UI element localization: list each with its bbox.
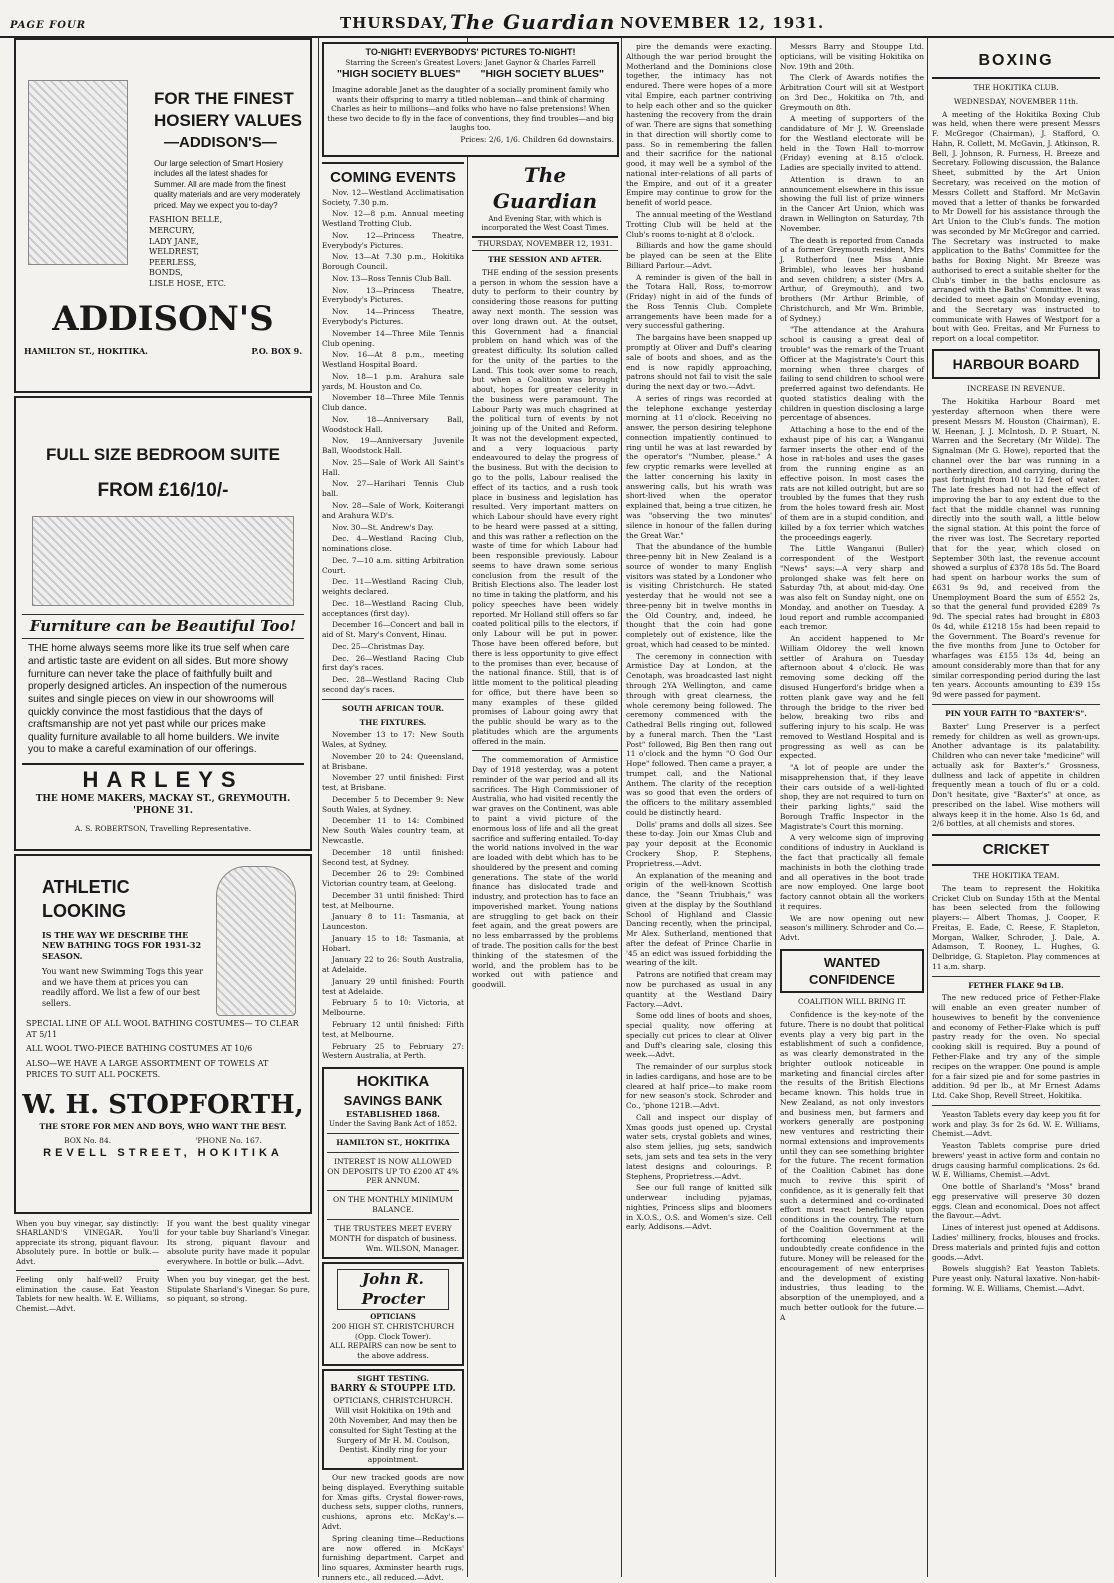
event-item: November 14—Three Mile Tennis Club opening. [322,328,464,348]
cricket-title: CRICKET [932,834,1100,866]
boxing-sub: THE HOKITIKA CLUB. [973,83,1059,93]
event-item: Nov. 19—Anniversary Juvenile Ball, Woodstock Hall. [322,436,464,456]
procter-repairs: ALL REPAIRS can now be sent to the above address. [329,1341,457,1361]
stopforth-phone: 'PHONE No. 167. [195,1136,262,1146]
stopforth-intro: IS THE WAY WE DESCRIBE THE NEW BATHING TOGS FOR 1931-32 SEASON. [42,929,202,961]
brand-item: LISLE HOSE, ETC. [149,278,227,288]
column-4-notices [626,42,772,1232]
brand-item: MERCURY, [149,225,195,235]
notice-paragraph: The ceremony in connection with Armistice Day at London, at the Cenotaph, was broadcasted last night through 2YA Wellington, and came through with great clearness, the whole ceremony being followed. The ceremony commenced with the Cathedral Bells ringing out, followed by a funeral march. Then the "Last Post" followed, Big Ben then rang out 11 o'clock and the hymn "O God Our Hope" followed. Then came a prayer, a trumpet call, and the National Anthem. The clarity of the reception was so good that even the orders of the officers to the military assembled could be distinctly heard. [626,651,772,817]
fixture-item: January 22 to 26: South Australia, at Adelaide. [322,955,464,975]
fixture-item: December 18 until finished: Second test, at Sydney. [322,847,464,867]
notice-paragraph: Lines of interest just opened at Addisons. Ladies' millinery, frocks, blouses and frocks. Dress materials and printed fujis and cotton goods.—Advt. [932,1223,1100,1262]
procter-opp: (Opp. Clock Tower). [355,1331,431,1341]
notice-paragraph: Attention is drawn to an announcement elsewhere in this issue showing the full list of prize winners in the Cancer Art Union, which was drawn in Wellington on Saturday, 7th November. [780,174,924,233]
masthead-date: NOVEMBER 12, 1931. [620,14,825,32]
harleys-representative: A. S. ROBERTSON, Travelling Representative. [74,823,252,833]
notice-paragraph: Yeaston Tablets every day keep you fit for work and play. 3s for 2s 6d. W. E. Williams, Chemist.—Advt. [932,1109,1100,1139]
notice-paragraph: The remainder of our surplus stock in ladies cardigans, and hose are to be cleared at half price—to make room for new season's stock. Schroder and Co., 'phone 121B.—Advt. [626,1062,772,1111]
pictures-body: Imagine adorable Janet as the daughter of a socially prominent family who wants their offspring to marry a titled nobleman—and think of charming Charles as heir to millions—and folks who have no false pretensions! When these two decide to fly in the face of conventions, they find troubles—and big laughs too. [327,84,614,133]
fixture-item: February 12 until finished: Fifth test, at Melbourne. [322,1019,464,1039]
event-item: Dec. 28—Westland Racing Club second day's races. [322,675,464,695]
event-item: Nov. 30—St. Andrew's Day. [332,522,434,532]
brand-item: FASHION BELLE, [149,215,223,225]
cricket-body: The team to represent the Hokitika Cricket Club on Sunday 15th at the Mental has been selected from the following players:— Albert Thomas, J. Cooper, F. Freitas, E. Eade, C. Reese, F. Stapleton, Morgan, Walker, Schroder, J. Dale, A. Adamson, T. Rooney, L. Hughes, G. Delbridge, G. Stapleton. Play commences at 11 a.m. sharp. [932,883,1100,971]
notice-paragraph: A series of rings was recorded at the telephone exchange yesterday morning at 11 o'clock. Receiving no answer, the person desiring telephone connection impatiently continued to ring until he was at last rewarded by the operator's "Number, please." A few cryptic remarks were levelled at the latter concerning his laxity in answering calls, but his wrath was short-lived when the operator explained that, being a true citizen, he was "observing the two minutes' silence in honour of the fallen during the Great War." [626,393,772,540]
newspaper-title: The Guardian [450,10,616,34]
event-item: November 18—Three Mile Tennis Club dance. [322,393,464,413]
event-item: Nov. 28—Sale of Work, Koiterangi and Arahura W.D's. [322,501,464,520]
confidence-sub: COALITION WILL BRING IT. [797,997,907,1007]
notice-paragraph: See our full range of knitted silk underwear including pyjamas, nighties, Princess slips and bloomers in X.O.S., O.S. and Women's size. Cell early, Addisons.—Advt. [626,1183,772,1232]
fether-body: The new reduced price of Fether-Flake will enable an even greater number of housewives to benefit by the convenience and economy of Fether-Flake which is puff pastry ready for the oven. No special cooking skill is required. Buy a pound of Fether-Flake and try any of the simple recipes on the wrapper. One pound is ample for a fair sized pie and for some pastries in addition. 9d per lb., at Mr Ernest Adams Ltd. Cake Shop, Revell Street, Hokitika. [932,993,1100,1101]
notice-paragraph: Spring cleaning time—Reductions are now offered in McKays' furnishing department. Carpet and lino squares, Axminster hearth rugs, runners etc., all reduced.—Advt. [322,1533,464,1582]
notice-paragraph: "The attendance at the Arahura school is causing a great deal of trouble" was the remark of the Truant Officer at the Magistrate's Court this morning when three charges of failing to send children to school were preferred against two defendants. He quoted statistics dealing with the children in question disclosing a large percentage of absences. [780,325,924,423]
barry-sight: SIGHT TESTING. [356,1374,429,1384]
column-5-notices [780,42,924,943]
fixture-item: December 11 to 14: Combined New South Wales country team, at Newcastle. [322,816,464,845]
pictures-stars: Starring the Screen's Greatest Lovers: Janet Gaynor & Charles Farrell [345,58,596,67]
stopforth-headline-2: LOOKING [42,900,126,921]
tour-title: SOUTH AFRICAN TOUR. [342,703,444,713]
pictures-ad [322,42,619,157]
bather-illustration [216,866,296,1016]
event-item: Nov. 12—Westland Acclimatisation Society, 7.30 p.m. [322,187,464,207]
bank-manager: Wm. WILSON, Manager. [365,1243,459,1253]
harleys-price: FROM £16/10/- [97,480,229,502]
leader-headline: THE SESSION AND AFTER. [488,255,602,265]
procter-logo: John R. Procter [337,1269,449,1311]
fether-title: FETHER FLAKE 9d LB. [968,980,1064,990]
masthead [0,0,1114,38]
fixture-item: January 15 to 18: Tasmania, at Hobart. [322,933,464,953]
leader-sub: And Evening Star, with which is incorporated the West Coast Times. [481,214,609,233]
notice-paragraph: Some odd lines of boots and shoes, special quality, now offering at specially cut prices to clear at Oliver and Duff's clearing sale, closing this week.—Advt. [626,1011,772,1060]
boxing-title: BOXING [932,44,1100,79]
column-leader [472,38,618,1577]
event-item: Dec. 26—Westland Racing Club first day's races. [322,653,464,673]
harbour-title: HARBOUR BOARD [932,349,1100,379]
brand-item: BONDS, [149,268,183,278]
column-5 [780,38,924,1577]
notice-paragraph: Dolls' prams and dolls all sizes. See these to-day. Join our Xmas Club and pay your deposit at the Economic Crockery Shop, P. Stephens, Proprietress.—Advt. [626,819,772,868]
notice-paragraph: pire the demands were exacting. Although the war period brought the Motherland and the Dominions close together, the intimacy has not endured. There were hopes of a more vital Empire, each partner contriving to help each other and so the quicker hastening the recovery from the drain of war. There are signs that something in that direction will shortly come to pass. So in remembering the fallen and their sacrifice for the national good, it may well be a symbol of the national inter-relations of all parts of the Empire, and out of it a greater Empire may continue to grow for the benefit of world peace. [626,42,772,208]
notice-paragraph: The death is reported from Canada of a former Greymouth resident, Mrs J. Rutherford (nee Miss Annie Brimble), who leaves her husband and seven children; a sister (Mrs A. Arthur, of Greymouth), and two brothers (Mr Arthur Brimble, of Christchurch, and Mr Wm. Brimble, of Sydney.) [780,235,924,323]
fixture-item: December 26 to 29: Combined Victorian country team, at Geelong. [322,869,464,889]
notice-paragraph: An explanation of the meaning and origin of the well-known Scottish dance, the "Seann Triubhais," was given at the display by the Southland School of Highland and Classic Dancing recently, when the principal, Mr Alex. Sutherland, mentioned that after the defeat of Prince Charlie in '45 an edict was issued forbidding the wearing of the kilt. [626,870,772,968]
stopforth-line-1: SPECIAL LINE OF ALL WOOL BATHING COSTUMES— TO CLEAR AT 5/11 [26,1019,299,1039]
confidence-body: Confidence is the key-note of the future. There is no doubt that political events play a very big part in the establishment of such a confidence, as was clearly demonstrated in the brighter outlook noticeable in marketing and financial circles after the results of the British Elections became known. This holds true in New Zealand, as not only investors and business men, but farmers and workers generally are postponing new ventures and restricting their normal extensions and improvements until they can see something brighter for the future. The recent formation of the Coalition Cabinet has done much to revive this spirit of confidence, as it is generally felt that such a determined and co-ordinated effort must react beneficially upon conditions in the country. The return of the Coalition Government at the forthcoming elections will undoubtedly create confidence in the future. Money will be released for the encouragement of new enterprises and the development of existing industries, thus leading to the absorption of the unemployed, and a much better outlook for the future.—A [780,1009,924,1322]
boxing-date: WEDNESDAY, NOVEMBER 11th. [953,96,1079,106]
notice-paragraph: "A lot of people are under the misapprehension that, if they leave their cars outside of a well-lighted shop, they are not required to turn on their parking lights," said the Borough Traffic Inspector in the Magistrate's Court this morning. [780,763,924,831]
vinegar-notice-a: When you buy vinegar, say distinctly: SHARLAND'S VINEGAR. You'll appreciate its strong, piquant flavour. Absolutely pure. In bottle or bulk.—Advt. [16,1219,159,1266]
column-ads-left [14,38,312,1577]
leader-dateline: THURSDAY, NOVEMBER 12, 1931. [472,236,618,251]
fixture-item: November 13 to 17: New South Wales, at Sydney. [322,730,464,750]
notice-paragraph: Bowels sluggish? Eat Yeaston Tablets. Pure yeast only. Natural laxative. Non-habit-forming. W. E. Williams, Chemist.—Advt. [932,1264,1100,1293]
yeaston-notice: Feeling only half-well? Fruity elimination the cause. Eat Yeaston Tablets for new health. W. E. Williams, Chemist.—Advt. [16,1275,159,1313]
leader-body-2: The commemoration of Armistice Day of 1918 yesterday, was a potent reminder of the war period and all its sacrifices. The High Commissioner of Australia, who had visited recently the war graves on the Continent, was able to paint a vivid picture of the enormous loss of life and all the great sacrifice and suffering entailed. To-day the world nations involved in the war are loaded with debt which has to be shouldered by the present and coming generations. The state of the world finance has dislocated trade and industry, and protection has to face an impoverished market. Young nations are struggling to get back on their feet again, and the great powers are no less embarrassed by the problems of trade. The position calls for the best thinking of the statesmen of the world, and the problem has to be worked out with patience and goodwill. [472,755,618,990]
harbour-sub: INCREASE IN REVENUE. [966,384,1065,394]
addisons-body: Our large selection of Smart Hosiery includes all the latest shades for Summer. All are made from the finest quality materials and are very moderately priced. May we expect you to-day? [154,158,301,210]
brand-item: WELDREST, [149,247,199,257]
bank-title-2: SAVINGS BANK [343,1092,443,1108]
notice-paragraph: Messrs Barry and Stouppe Ltd. opticians, will be visiting Hokitika on Nov. 19th and 20th. [780,42,924,71]
tour-list [322,730,464,1061]
baxter-title: PIN YOUR FAITH TO "BAXTER'S". [945,708,1087,718]
page-number: PAGE FOUR [10,20,87,31]
column-6 [932,38,1100,1577]
notice-paragraph: Billiards and how the game should be played can be seen at the Elite Billiard Parlour.—Advt. [626,241,772,270]
tour-sub: THE FIXTURES. [359,717,427,727]
notice-paragraph: Yeaston Tablets comprise pure dried brewers' yeast in active form and contain no drugs causing harmful complications. 2s 6d. W. E. Williams, Chemist.—Advt. [932,1141,1100,1180]
event-item: Dec. 11—Westland Racing Club, weights declared. [322,577,464,597]
event-item: Nov. 18—Anniversary Ball, Woodstock Hall. [322,414,464,434]
addisons-box: P.O. BOX 9. [251,346,302,357]
addisons-name: ADDISON'S [52,299,274,340]
leader-body: THE ending of the session presents a person in whom the session have a duty to perform to their country by considering those reasons for putting away next month. The session was over long drawn out. At the outset, this Government had a financial problem on hand which was of the greatest difficulty. Its solution called for the unity of the parties to the Land. This took over some to reach, but when a Coalition was brought about, hopes for greater celerity in the business were paramount. The Labour Party was much chagrined at the political turn of events by not joining up of the United and Reform. It was not the development expected, and a very loquacious party endeavoured to delay the progress of the business. But with the decision to go to the polls, Labour realised the effect of its tactics, and a rush took place in business and legislation has resulted. Very important matters on which Labour should have every right to be heard were passed at a sitting, and this was rather a reflection on the waste of time for which Labour had been responsible previously. Labour seems to have drawn some serious conclusion from the result of the British Elections also. The leader lost no time in taking the platform, and his policy speeches have been widely reported. Mr Holland still offers so far coated political pills to the electors, if only Labour will be put in power. Those have been offered before, but there is less opportunity to give effect to the promises than ever, because of the national finance. Still, that is of little moment to the political pleading for office, but there have been so many examples of these gilded promises of Labour going awry that the public should be wary as to the platitudes which are the arguments offered in the main. [472,267,618,746]
bedroom-suite-illustration [32,516,294,606]
notice-paragraph: The Little Wanganui (Buller) correspondent of the Westport "News" says:—A very sharp and prolonged shake was felt here on Saturday 7th, at about mid-day. One was also felt on Sunday night, one on Monday, and another on Tuesday. A loud report and rumble accompanied each tremor. [780,544,924,632]
pictures-headline: TO-NIGHT! EVERYBODYS' PICTURES TO-NIGHT! [365,47,576,57]
event-item: Nov. 12—8 p.m. Annual meeting Westland Trotting Club. [322,209,464,229]
bank-address: HAMILTON ST., HOKITIKA [336,1137,450,1147]
procter-ad [322,1262,464,1366]
barry-sub: OPTICIANS, CHRISTCHURCH. [333,1395,453,1405]
notice-paragraph: A very welcome sign of improving conditions of industry in Auckland is the fact that practically all female machinists in both the clothing trade and all operatives in the boot trade are now employed. One large boot factory cannot obtain all the workers it requires. [780,833,924,911]
fixture-item: December 5 to December 9: New South Wales, at Sydney. [322,794,464,814]
notice-paragraph: An accident happened to Mr William Oldorey the well known settler of Arahura on Tuesday afternoon about 4 o'clock. He was removing some decking off the disused Hungerford's bridge when a rotten plank gave way and he fell through the bridge to the river bed below, breaking two ribs and suffering injury to his scalp. He was removed to Westland Hospital and is progressing as well as can be expected. [780,634,924,761]
vinegar-notice-d: When you buy vinegar, get the best. Stipulate Sharland's Vinegar. So pure, so piquant, so strong. [167,1275,310,1304]
stopforth-ad [14,854,312,1214]
event-item: Dec. 7—10 a.m. sitting Arbitration Court. [322,555,464,575]
event-item: Nov. 18—1 p.m. Arahura sale yards, M. Houston and Co. [322,371,464,391]
harleys-tagline: Furniture can be Beautiful Too! [22,614,304,640]
notice-paragraph: A reminder is given of the ball in the Totara Hall, Ross, to-morrow (Friday) night in aid of the funds of the Ross Tennis Club. Complete arrangements have been made for a very successful gathering. [626,272,772,331]
barry-stouppe-ad [322,1369,464,1470]
bank-established: ESTABLISHED 1868. [346,1109,440,1119]
event-item: Dec. 25—Christmas Day. [332,641,425,651]
event-item: Nov. 16—At 8 p.m., meeting Westland Hospital Board. [322,350,464,370]
notice-paragraph: Call and inspect our display of Xmas goods just opened up. Crystal water sets, crystal goblets and wines, also stem jellies, jug sets, sandwich sets, jam sets and tea sets in the very latest designs and colourings. P. Stephens, Proprietress.—Advt. [626,1112,772,1181]
coming-events-list [322,188,464,695]
vinegar-notices [14,1217,312,1315]
baxter-body: Baxter' Lung Preserver is a perfect remedy for children as well as grown-ups. Another advantage is its palatability. Children who can never take "medicine" will actually ask for Baxter's." Grossness, dullness and lack of appetite in children frequently mean a touch of flu or a cold. Don't hesitate, give "Baxter's" at once, as prescribed on the label. Wise mothers will always keep it in the home. Also 1s 6d, and 2/6 bottles, at all chemists and stores. [932,721,1100,829]
bank-interest: INTEREST IS NOW ALLOWED ON DEPOSITS UP TO £200 AT 4% PER ANNUM. [327,1156,459,1186]
harleys-headline: FULL SIZE BEDROOM SUITE [46,445,280,464]
addisons-address: HAMILTON ST., HOKITIKA. [24,346,148,357]
notice-paragraph: One bottle of Sharland's "Moss" brand egg preservative will preserve 30 dozen eggs. Clean and economical. Does not affect the flavour.—Advt. [932,1182,1100,1221]
bank-act: Under the Saving Bank Act of 1852. [328,1119,458,1128]
cricket-sub: THE HOKITIKA TEAM. [972,870,1060,880]
leader-masthead: The Guardian [492,163,598,214]
pictures-title-1: "HIGH SOCIETY BLUES" [336,68,461,81]
event-item: Nov. 27—Harihari Tennis Club ball. [322,479,464,499]
notice-paragraph: The bargains have been snapped up promptly at Oliver and Duff's clearing sale of boots and shoes, and as the end is now rapidly approaching, patrons should not fail to visit the sale during the next day or two.—Advt. [626,333,772,392]
harbour-body: The Hokitika Harbour Board met yesterday afternoon when there were present Messrs M. Houston (Chairman), E. W. Heenan, J. J. McIntosh, D. P. Stuart, N. Warren and the Secretary (Mr Wilde). The Signalman (Mr G. Howe), reported that the channel over the bar was running in a northerly direction, and carrying, during the past fortnight from 10 to 12 feet of water. The late freshes had not had the effect of improving the bar to any extent due to the fact that the middle channel was running directly into the south wall, a little below the signal station. At this point the force of the river was lost. The Secretary reported that for the year, which closed on September 30th last, the revenue account showed a surplus of £378 18s 5d. The Board had spent on harbour works the sum of £631 9s 9d, and received from the Unemployment Board the sum of £552 2s, so that the general fund provided £289 7s 9d. The special rates had brought in £803 0s 4d, while £1218 15s had been repaid to the Government. The Board's revenue for the five months from June to October for wharfages was £155 13s 4d, being an amount considerably more than that for any similar corresponding period during the last ten years. Accounts amounting to £39 15s 9d were passed for payment. [932,397,1100,700]
fixture-item: December 31 until finished: Third test, at Melbourne. [322,890,464,910]
procter-sub: OPTICIANS [370,1312,416,1322]
hosiery-illustration [28,80,128,265]
event-item: Nov. 13—Princess Theatre, Everybody's Pictures. [322,285,464,305]
event-item: Nov. 13—At 7.30 p.m., Hokitika Borough Council. [322,252,464,272]
bank-minimum: ON THE MONTHLY MINIMUM BALANCE. [332,1195,454,1215]
addisons-brands [149,215,302,289]
addisons-headline: FOR THE FINEST [154,89,294,108]
event-item: Dec. 18—Westland Racing Club, acceptances (first day). [322,598,464,618]
event-item: Nov. 25—Sale of Work All Saint's Hall. [322,457,464,477]
boxing-body: A meeting of the Hokitika Boxing Club was held, when there were present Messrs F. McGregor (Chairman), J. Stafford, O. Hahn, R. Collett, M. McGavin, J. Atkinson, R. Bell, J. Johnson, R. Furness, H. Breeze and Secretary. Following discussion, the Balance Sheet, submitted by the Art Union Secretary, was received on the motion of Messrs Collett and Stafford. Mr McGavin moved that a letter of thanks be forwarded to Mr Dowell for his assistance through the Art Union to the Club's funds. The motion was seconded by Mr McGregor and carried. The Secretary was instructed to make application to the Baths' Committee for the baths for Boxing Night. Mr Breeze was authorised to erect a suitable shelter for the Club's timber in the baths enclosure as arranged with the Baths' Committee. It was decided to meet again on Monday evening, and the Secretary was instructed to communicate with Hawes of Westport for a bout with Geo. Freitas, and Mr Furness to report on a local competitor. [932,109,1100,344]
stopforth-name: W. H. STOPFORTH, [22,1090,304,1121]
pictures-title-2: "HIGH SOCIETY BLUES" [480,68,605,81]
brand-item: PEERLESS, [149,257,197,267]
masthead-day: THURSDAY, [340,14,449,32]
notice-paragraph: Patrons are notified that cream may now be purchased as usual in any quantity at the Westland Dairy Factory.—Advt. [626,970,772,1009]
notice-paragraph: A meeting of supporters of the candidature of Mr J. W. Greenslade for the Westland electorate will be held in the Town Hall to-morrow (Friday) evening at 8.15 o'clock. Ladies are specially invited to attend. [780,114,924,173]
brand-item: LADY JANE, [149,236,199,246]
stopforth-line-3: ALSO—WE HAVE A LARGE ASSORTMENT OF TOWELS AT PRICES TO SUIT ALL POCKETS. [26,1058,269,1079]
bank-title-1: HOKITIKA [356,1073,430,1091]
coming-events-title: COMING EVENTS [322,162,464,188]
fixture-item: February 5 to 10: Victoria, at Melbourne. [322,998,464,1018]
harleys-name: HARLEYS [22,763,304,794]
harleys-address: THE HOME MAKERS, MACKAY ST., GREYMOUTH. 'PHONE 31. [35,794,291,816]
event-item: Nov. 12—Princess Theatre, Everybody's Pictures. [322,230,464,250]
event-item: Nov. 13—Ross Tennis Club Ball. [332,273,452,283]
harleys-ad [14,396,312,851]
stopforth-street: REVELL STREET, HOKITIKA [43,1147,283,1160]
fixture-item: November 27 until finished: First test, at Brisbane. [322,773,464,793]
notice-paragraph: That the abundance of the humble three-penny bit in New Zealand is a source of wonder to many English visitors was stated by a Londoner who is visiting Christchurch. He stated yesterday that he would not see a three-penny bit in twelve months in the Old Country, and, indeed, he thought that the coin had gone completely out of existence, like the groat, which had ceased to be minted. [626,542,772,649]
notice-paragraph: Attaching a hose to the end of the exhaust pipe of his car, a Wanganui farmer inserts the other end of the hose in rat-holes and uses the gases from the running engine as an effective poison. In most cases the rats are not killed outright, but are so troubled by the fumes that they rush from the holes toward fresh air. Most of them are in a stupid condition, and killed by a fox terrier which watches the proceedings eagerly. [780,425,924,542]
fixture-item: January 8 to 11: Tasmania, at Launceston. [322,912,464,932]
fixture-item: November 20 to 24: Queensland, at Brisbane. [322,751,464,771]
column-6-notices [932,1110,1100,1294]
notice-paragraph: The Clerk of Awards notifies the Arbitration Court will sit at Westport on 3rd Dec., Hokitika on 7th, and Greymouth on 8th. [780,73,924,112]
event-item: December 16—Concert and ball in aid of St. Mary's Convent, Hinau. [322,620,464,640]
notice-paragraph: The annual meeting of the Westland Trotting Club will be held at the Club's rooms to-night at 8 o'clock. [626,210,772,239]
bank-trustees: THE TRUSTEES MEET EVERY MONTH for dispatch of business. [329,1224,457,1244]
addisons-headline-3: —ADDISON'S— [164,133,277,151]
notice-paragraph: Our new tracked goods are now being displayed. Everything suitable for Xmas gifts. Crystal flower-rows, duchess sets, supper cloths, runners, cushions, aprons etc. McKay's.—Advt. [322,1473,464,1532]
pictures-prices: Prices: 2/6, 1/6. Children 6d downstairs. [460,135,614,145]
harleys-body: THE home always seems more like its true self when care and artistic taste are evident on all sides. But more showy furniture can never take the place of faithfully built and properly designed articles. An inspection of the numerous suites and single pieces on view in our showrooms will quickly convince the most fastidious that the days of craftsmanship are not yet past while our prices make quality furniture available to all home builders. We invite you to make a careful examination of our offerings. [28,643,290,756]
column-4 [626,38,772,1577]
procter-address: 200 HIGH ST. CHRISTCHURCH [331,1321,455,1331]
fixture-item: January 29 until finished: Fourth test at Adelaide. [322,976,464,996]
stopforth-box: BOX No. 84. [64,1136,112,1146]
stopforth-text: You want new Swimming Togs this year and we have them at prices you can readily afford. We list a few of our best sellers. [42,967,204,1008]
barry-body: Will visit Hokitika on 19th and 20th November, And may then be consulted for Sight Testing at the Surgery of Mr H. M. Coulson, Dentist. Kindly ring for your appointment. [329,1405,457,1465]
vinegar-notice-b: If you want the best quality vinegar for your table buy Sharland's Vinegar. Its strong, piquant flavour and absolute purity have made it popular everywhere. In bottle or bulk.—Advt. [167,1219,310,1266]
column-2-notices [322,1473,464,1582]
fixture-item: February 25 to February 27: Western Australia, at Perth. [322,1041,464,1061]
savings-bank-ad [322,1067,464,1259]
barry-name: BARRY & STOUPPE LTD. [330,1384,456,1395]
addisons-ad [14,38,312,393]
stopforth-sub: THE STORE FOR MEN AND BOYS, WHO WANT THE BEST. [39,1122,287,1132]
addisons-headline-2: HOSIERY VALUES [154,111,302,131]
stopforth-line-2: ALL WOOL TWO-PIECE BATHING COSTUMES AT 10/6 [26,1044,253,1054]
stopforth-headline: ATHLETIC [42,877,130,897]
notice-paragraph: We are now opening out new season's millinery. Schroder and Co.—Advt. [780,913,924,943]
confidence-title: WANTED CONFIDENCE [809,954,895,988]
event-item: Dec. 4—Westland Racing Club, nominations close. [322,534,464,554]
event-item: Nov. 14—Princess Theatre, Everybody's Pictures. [322,307,464,326]
